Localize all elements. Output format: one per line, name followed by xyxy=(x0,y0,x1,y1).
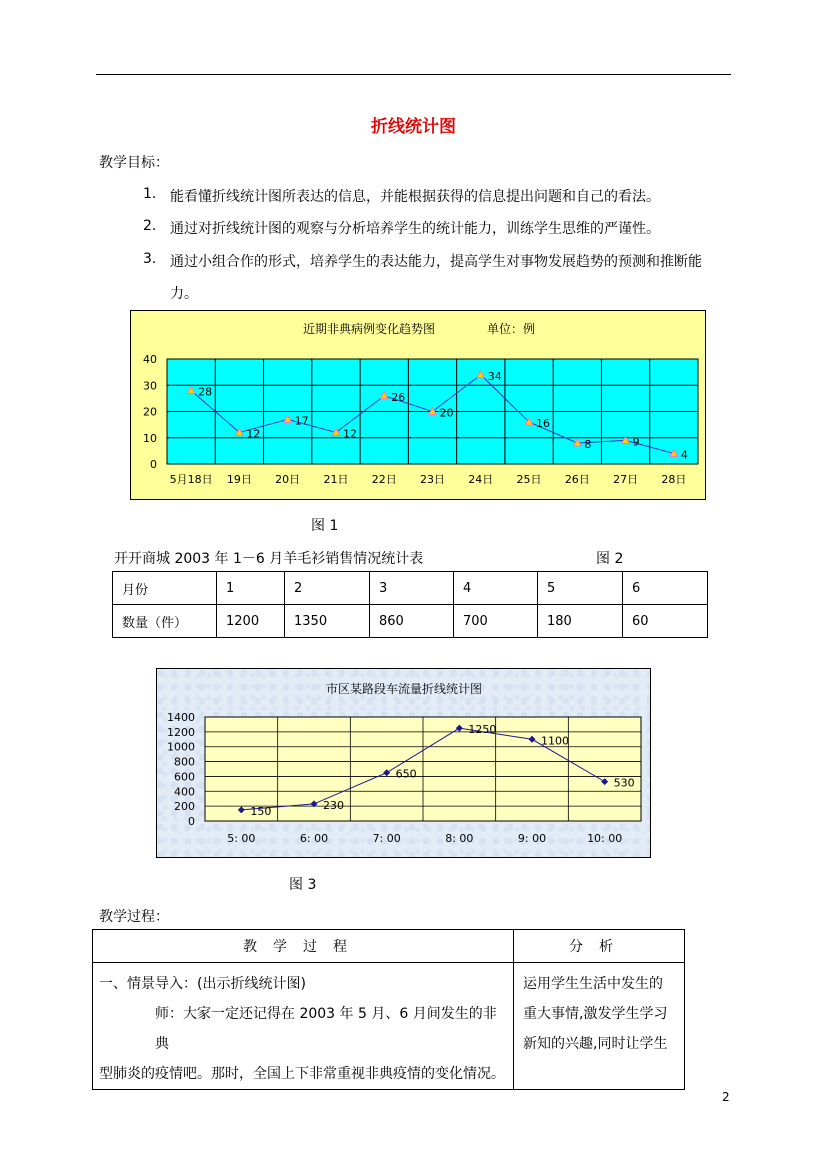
x-tick-label: 25日 xyxy=(516,473,542,486)
chart3-title: 市区某路段车流量折线统计图 xyxy=(325,682,483,696)
x-tick-label: 28日 xyxy=(661,473,687,486)
analysis-line: 新知的兴趣,同时让学生 xyxy=(523,1036,668,1052)
objective-number: 2. xyxy=(143,218,157,234)
process-line: 一、情景导入：(出示折线统计图) xyxy=(99,976,306,992)
data-label: 34 xyxy=(487,369,502,383)
x-tick-label: 8: 00 xyxy=(445,832,474,845)
y-tick-label: 20 xyxy=(143,405,157,419)
x-tick-label: 19日 xyxy=(226,473,252,486)
x-tick-label: 5: 00 xyxy=(227,832,256,845)
data-label: 20 xyxy=(439,406,454,420)
table-cell: 3 xyxy=(370,572,454,605)
data-label: 4 xyxy=(680,448,688,462)
table-cell: 700 xyxy=(454,605,538,638)
x-tick-label: 10: 00 xyxy=(587,832,623,845)
page-title: 折线统计图 xyxy=(371,117,456,137)
x-tick-label: 5月18日 xyxy=(169,473,213,486)
figure3-caption: 图 3 xyxy=(289,877,317,893)
x-tick-label: 27日 xyxy=(613,473,639,486)
chart1-unit: 单位：例 xyxy=(487,322,536,336)
process-line: 师：大家一定还记得在 2003 年 5 月、6 月间发生的非典 xyxy=(155,1006,497,1052)
y-tick-label: 600 xyxy=(174,770,195,784)
process-line: 型肺炎的疫情吧。那时，全国上下非常重视非典疫情的变化情况。 xyxy=(99,1066,505,1082)
table-cell: 2 xyxy=(285,572,370,605)
data-label: 150 xyxy=(250,804,272,818)
analysis-line: 重大事情,激发学生学习 xyxy=(523,1006,668,1022)
y-tick-label: 40 xyxy=(143,353,157,366)
x-tick-label: 26日 xyxy=(564,473,590,486)
chart1-title: 近期非典病例变化趋势图 xyxy=(302,322,435,336)
page-number: 2 xyxy=(722,1090,730,1104)
data-label: 26 xyxy=(391,390,406,404)
data-label: 12 xyxy=(342,427,357,441)
x-tick-label: 22日 xyxy=(371,473,397,486)
analysis-cell xyxy=(514,963,685,1090)
x-tick-label: 20日 xyxy=(275,473,301,486)
data-label: 8 xyxy=(584,438,592,451)
table-cell: 5 xyxy=(538,572,623,605)
process-cell xyxy=(93,963,514,1090)
y-tick-label: 1200 xyxy=(167,725,195,739)
data-label: 12 xyxy=(246,427,261,441)
data-label: 1250 xyxy=(468,723,497,737)
table-row xyxy=(113,572,708,605)
table-row xyxy=(93,963,685,1090)
data-label: 650 xyxy=(395,767,417,781)
sweater-sales-table xyxy=(112,571,708,638)
objective-number: 1. xyxy=(143,186,157,202)
x-tick-label: 23日 xyxy=(420,473,445,486)
table-row xyxy=(113,605,708,638)
y-tick-label: 200 xyxy=(174,800,195,814)
y-tick-label: 10 xyxy=(143,431,157,445)
figure2-caption: 图 2 xyxy=(596,551,624,567)
y-tick-label: 800 xyxy=(174,755,195,769)
data-label: 16 xyxy=(536,417,551,430)
process-heading: 教学过程： xyxy=(99,909,169,925)
y-tick-label: 1400 xyxy=(167,711,195,724)
y-tick-label: 400 xyxy=(174,785,195,799)
objective-text: 通过小组合作的形式，培养学生的表达能力，提高学生对事物发展趋势的预测和推断能 xyxy=(170,254,702,270)
chart-traffic-flow xyxy=(156,668,651,858)
teaching-process-table xyxy=(92,929,685,1090)
data-label: 1100 xyxy=(541,734,569,748)
objective-number: 3. xyxy=(143,251,157,267)
figure1-caption: 图 1 xyxy=(311,518,339,534)
objective-text: 通过对折线统计图的观察与分析培养学生的统计能力，训练学生思维的严谨性。 xyxy=(170,221,660,237)
objectives-heading: 教学目标： xyxy=(99,155,169,171)
table-cell: 6 xyxy=(623,572,708,605)
analysis-line: 运用学生生活中发生的 xyxy=(523,976,663,992)
table-cell: 1350 xyxy=(285,605,370,638)
data-label: 28 xyxy=(198,385,213,399)
table-cell: 1 xyxy=(217,572,285,605)
y-tick-label: 0 xyxy=(150,458,157,471)
data-label: 9 xyxy=(632,435,640,449)
y-tick-label: 1000 xyxy=(167,740,195,754)
table2-caption: 开开商城 2003 年 1－6 月羊毛衫销售情况统计表 xyxy=(114,551,424,567)
x-tick-label: 7: 00 xyxy=(372,832,401,845)
table-cell: 月份 xyxy=(113,572,217,605)
x-tick-label: 6: 00 xyxy=(299,832,329,845)
header-cell: 教学过程 xyxy=(93,930,514,963)
objective-text: 能看懂折线统计图所表达的信息，并能根据获得的信息提出问题和自己的看法。 xyxy=(170,189,660,205)
x-tick-label: 24日 xyxy=(468,473,494,486)
chart3-plot xyxy=(157,669,652,859)
header-rule xyxy=(96,74,731,75)
table-header-row xyxy=(93,930,685,963)
table-cell: 180 xyxy=(538,605,623,638)
header-cell: 分析 xyxy=(514,930,685,963)
table-cell: 1200 xyxy=(217,605,285,638)
table-cell: 4 xyxy=(454,572,538,605)
y-tick-label: 0 xyxy=(188,815,195,828)
table-cell: 数量（件） xyxy=(113,605,217,638)
chart1-plot xyxy=(131,311,707,501)
y-tick-label: 30 xyxy=(143,379,157,393)
chart-sars-trend xyxy=(130,310,706,500)
data-label: 17 xyxy=(294,414,309,428)
x-tick-label: 21日 xyxy=(323,473,349,486)
x-tick-label: 9: 00 xyxy=(517,832,547,845)
table-cell: 60 xyxy=(623,605,708,638)
data-label: 230 xyxy=(323,798,344,812)
data-label: 530 xyxy=(613,776,635,790)
objective-text-continued: 力。 xyxy=(170,286,198,302)
table-cell: 860 xyxy=(370,605,454,638)
